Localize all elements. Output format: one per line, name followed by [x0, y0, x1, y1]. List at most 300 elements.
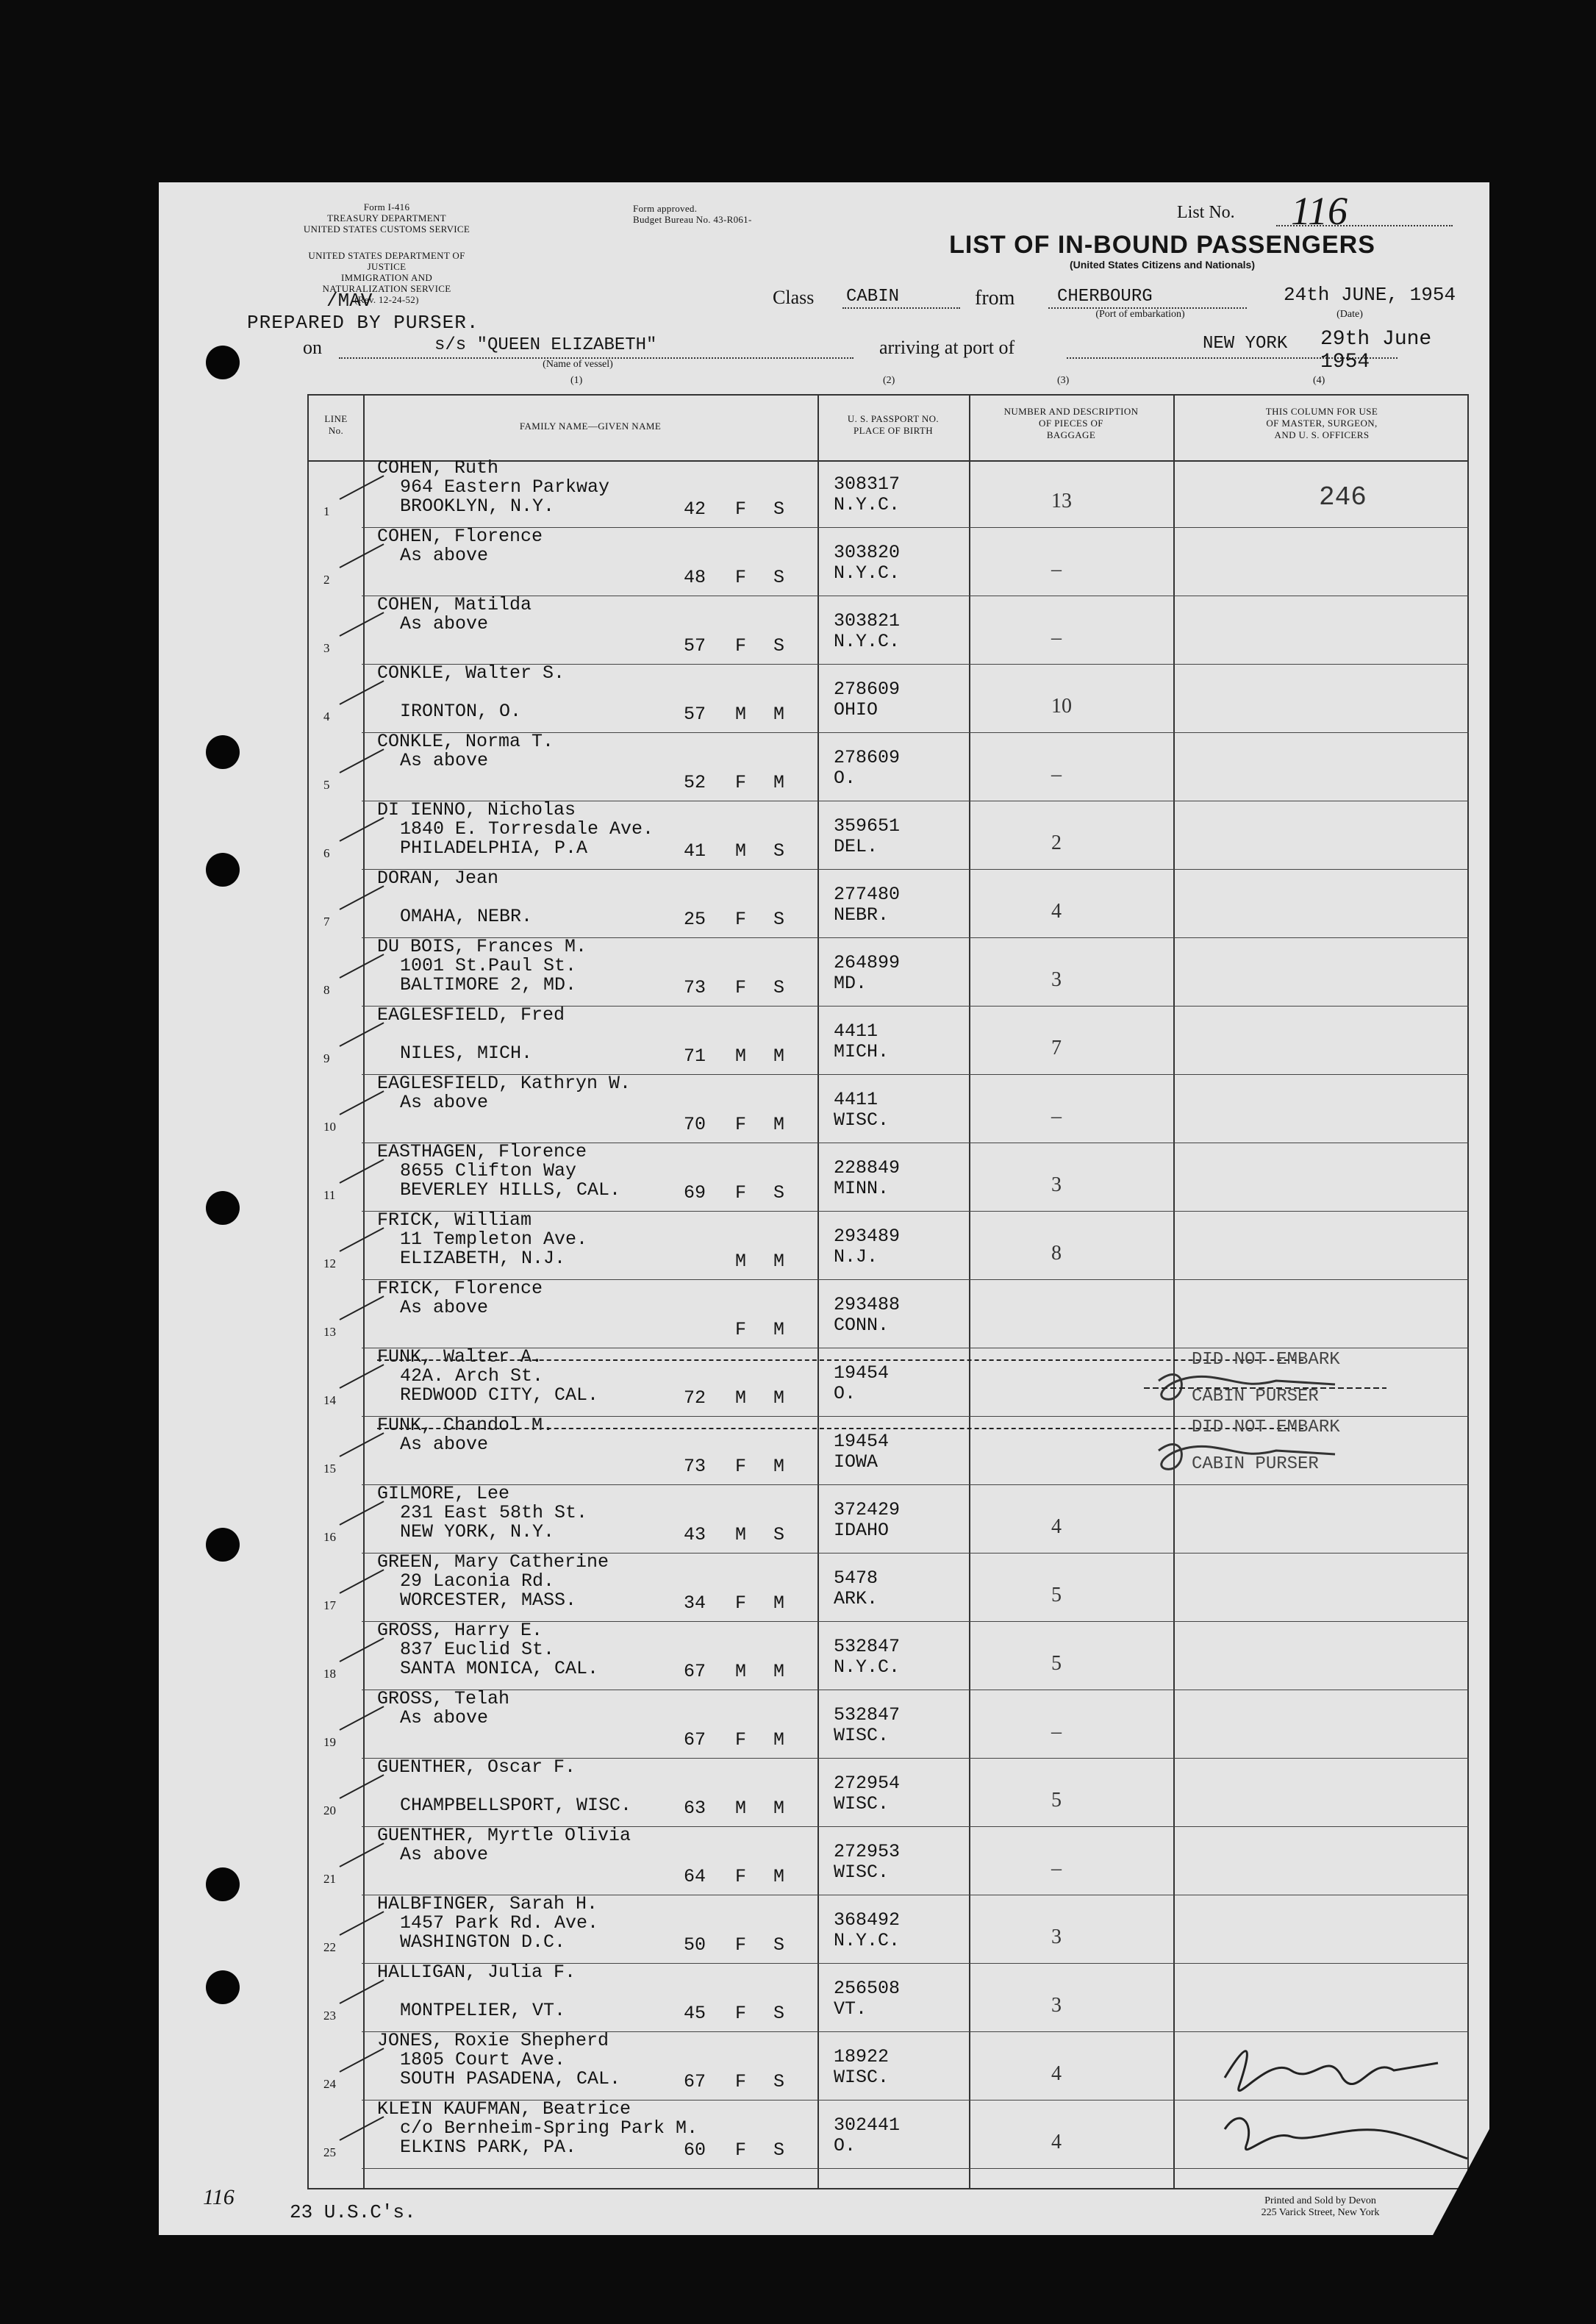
family-given-name: DI IENNO, Nicholas: [377, 799, 576, 820]
line-number: 3: [323, 641, 330, 655]
sex: M: [735, 1661, 747, 1682]
age: 73: [684, 977, 706, 998]
address-line: 29 Laconia Rd.: [400, 1570, 555, 1592]
family-given-name: EAGLESFIELD, Kathryn W.: [377, 1073, 631, 1094]
sex: F: [735, 1114, 747, 1135]
marital-status: S: [773, 498, 785, 520]
sex: F: [735, 1182, 747, 1204]
check-mark: [340, 748, 384, 773]
line-number: 21: [323, 1872, 336, 1886]
marital-status: M: [773, 1114, 785, 1135]
col-caption-1: (1): [570, 375, 583, 386]
printer-line: 225 Varick Street, New York: [1261, 2207, 1380, 2218]
table-row: [307, 662, 1469, 734]
check-mark: [340, 2048, 384, 2073]
place-of-birth: DEL.: [834, 836, 878, 857]
customs-service: UNITED STATES CUSTOMS SERVICE: [303, 224, 470, 235]
date-caption: (Date): [1336, 309, 1363, 320]
immigration-service: IMMIGRATION AND NATURALIZATION SERVICE: [322, 272, 451, 294]
passport-number: 308317: [834, 473, 901, 495]
marital-status: S: [773, 909, 785, 930]
date-year: 1954: [1409, 284, 1456, 306]
family-given-name: GUENTHER, Myrtle Olivia: [377, 1825, 631, 1846]
passport-number: 278609: [834, 679, 901, 700]
family-given-name: GILMORE, Lee: [377, 1483, 510, 1504]
address-city: ELKINS PARK, PA.: [400, 2137, 577, 2158]
address-city: REDWOOD CITY, CAL.: [400, 1384, 599, 1406]
arriving-label: arriving at port of: [879, 337, 1015, 358]
form-revision: (Rev. 12-24-52): [354, 294, 419, 305]
marital-status: M: [773, 1045, 785, 1067]
vessel-caption: (Name of vessel): [543, 359, 613, 370]
address-line: 837 Euclid St.: [400, 1639, 555, 1660]
col-header-text: LINE: [324, 413, 348, 424]
table-row: [307, 457, 1469, 529]
prepared-by: PREPARED BY PURSER.: [247, 312, 479, 334]
stamp-text: DID NOT EMBARK: [1192, 1350, 1340, 1370]
place-of-birth: WISC.: [834, 1793, 890, 1814]
age: 63: [684, 1798, 706, 1819]
marital-status: S: [773, 1182, 785, 1204]
from-value: CHERBOURG: [1057, 287, 1153, 307]
age: 50: [684, 1934, 706, 1956]
marital-status: M: [773, 1798, 785, 1819]
marital-status: M: [773, 772, 785, 793]
age: 73: [684, 1456, 706, 1477]
signature-stroke: [1225, 2118, 1467, 2159]
sex: M: [735, 1524, 747, 1545]
check-mark: [340, 885, 384, 910]
line-number: 8: [323, 983, 330, 997]
address-line: As above: [400, 1707, 489, 1728]
embark-caption: (Port of embarkation): [1095, 309, 1185, 320]
sex: M: [735, 1387, 747, 1409]
check-mark: [340, 1432, 384, 1457]
marital-status: S: [773, 2071, 785, 2092]
table-row: [307, 1893, 1469, 1964]
form-number: Form I-416: [363, 201, 410, 212]
sex: F: [735, 977, 747, 998]
address-city: BALTIMORE 2, MD.: [400, 974, 577, 995]
passport-number: 293488: [834, 1294, 901, 1315]
row-divider: [362, 869, 1469, 870]
passport-number: 532847: [834, 1704, 901, 1726]
line-number: 12: [323, 1256, 336, 1270]
family-given-name: COHEN, Florence: [377, 526, 543, 547]
passport-number: 368492: [834, 1909, 901, 1931]
table-row: [307, 1073, 1469, 1144]
address-line: 1001 St.Paul St.: [400, 955, 577, 976]
col-header-name: FAMILY NAME—GIVEN NAME: [519, 421, 662, 432]
address-city: CHAMPBELLSPORT, WISC.: [400, 1795, 632, 1816]
col-header-text: BAGGAGE: [1046, 429, 1096, 440]
line-number: 15: [323, 1462, 336, 1476]
sex: F: [735, 2071, 747, 2092]
age: 69: [684, 1182, 706, 1204]
punch-hole: [206, 1191, 240, 1225]
place-of-birth: WISC.: [834, 1109, 890, 1131]
sex: F: [735, 1456, 747, 1477]
place-of-birth: CONN.: [834, 1315, 890, 1336]
family-given-name: KLEIN KAUFMAN, Beatrice: [377, 2098, 631, 2120]
address-line: 1457 Park Rd. Ave.: [400, 1912, 599, 1934]
baggage-count: –: [1051, 626, 1062, 649]
class-underline: [842, 307, 960, 309]
passport-number: 19454: [834, 1431, 890, 1452]
form-approved: [633, 203, 817, 225]
line-number: 5: [323, 778, 330, 792]
marital-status: M: [773, 1456, 785, 1477]
baggage-count: 5: [1051, 1789, 1062, 1812]
passport-number: 303820: [834, 542, 901, 563]
age: 57: [684, 704, 706, 725]
marital-status: M: [773, 1592, 785, 1614]
col-header-text: NUMBER AND DESCRIPTION: [1003, 406, 1139, 417]
baggage-count: 4: [1051, 1515, 1062, 1538]
age: 71: [684, 1045, 706, 1067]
family-given-name: DORAN, Jean: [377, 868, 499, 889]
budget-bureau-line: Budget Bureau No. 43-R061-: [633, 214, 752, 225]
age: 70: [684, 1114, 706, 1135]
age: 60: [684, 2139, 706, 2161]
family-given-name: FRICK, Florence: [377, 1278, 543, 1299]
passport-number: 264899: [834, 952, 901, 973]
baggage-count: 3: [1051, 1173, 1062, 1196]
age: 42: [684, 498, 706, 520]
family-given-name: CONKLE, Norma T.: [377, 731, 554, 752]
table-row: [307, 594, 1469, 665]
family-given-name: HALBFINGER, Sarah H.: [377, 1893, 598, 1914]
col-caption-3: (3): [1057, 375, 1070, 386]
sex: M: [735, 704, 747, 725]
sex: M: [735, 840, 747, 862]
line-number: 7: [323, 915, 330, 929]
baggage-count: –: [1051, 763, 1062, 786]
footer-handwritten: 116: [203, 2185, 235, 2209]
family-given-name: GROSS, Harry E.: [377, 1620, 543, 1641]
check-mark: [340, 475, 384, 500]
address-line: 11 Templeton Ave.: [400, 1229, 588, 1250]
age: 34: [684, 1592, 706, 1614]
table-row: [307, 1825, 1469, 1896]
baggage-count: 3: [1051, 1994, 1062, 2017]
punch-hole: [206, 1970, 240, 2004]
table-row: [307, 1483, 1469, 1554]
arrival-date: [1320, 328, 1489, 373]
class-value: CABIN: [846, 287, 900, 307]
table-row: [307, 1756, 1469, 1828]
arrival-port: NEW YORK: [1203, 334, 1288, 354]
line-number: 25: [323, 2145, 336, 2159]
table-row: [307, 1620, 1469, 1691]
baggage-count: 13: [1051, 490, 1072, 512]
line-number: 13: [323, 1325, 336, 1339]
justice-department: UNITED STATES DEPARTMENT OF JUSTICE: [308, 250, 465, 272]
stamp-text: DID NOT EMBARK: [1192, 1417, 1340, 1437]
passport-number: 372429: [834, 1499, 901, 1520]
passport-number: 532847: [834, 1636, 901, 1657]
sex: F: [735, 2003, 747, 2024]
check-mark: [340, 1295, 384, 1320]
line-number: 1: [323, 504, 330, 518]
marital-status: M: [773, 1866, 785, 1887]
family-given-name: COHEN, Ruth: [377, 457, 499, 479]
marital-status: M: [773, 1661, 785, 1682]
passport-number: 303821: [834, 610, 901, 632]
check-mark: [340, 1090, 384, 1115]
place-of-birth: IDAHO: [834, 1520, 890, 1541]
age: 67: [684, 1661, 706, 1682]
address-city: OMAHA, NEBR.: [400, 906, 533, 927]
place-of-birth: N.J.: [834, 1246, 878, 1268]
line-number: 10: [323, 1120, 336, 1134]
family-given-name: DU BOIS, Frances M.: [377, 936, 587, 957]
marital-status: S: [773, 977, 785, 998]
address-line: As above: [400, 545, 489, 566]
sex: F: [735, 1866, 747, 1887]
place-of-birth: N.Y.C.: [834, 1656, 901, 1678]
address-line: 42A. Arch St.: [400, 1365, 544, 1387]
address-line: 1805 Court Ave.: [400, 2049, 566, 2070]
place-of-birth: O.: [834, 1383, 856, 1404]
sex: F: [735, 909, 747, 930]
table-row: [307, 1688, 1469, 1759]
family-given-name: FUNK, Chandol M.: [377, 1415, 554, 1436]
line-number: 22: [323, 1940, 336, 1954]
address-city: BEVERLEY HILLS, CAL.: [400, 1179, 621, 1201]
marital-status: M: [773, 1729, 785, 1751]
sex: F: [735, 567, 747, 588]
line-number: 20: [323, 1803, 336, 1817]
marital-status: S: [773, 1524, 785, 1545]
stamp-text: CABIN PURSER: [1192, 1387, 1319, 1406]
check-mark: [340, 1979, 384, 2004]
printer-line: Printed and Sold by Devon: [1264, 2195, 1376, 2206]
check-mark: [340, 1911, 384, 1936]
check-mark: [340, 1501, 384, 1526]
marital-status: S: [773, 840, 785, 862]
col-header-text: THIS COLUMN FOR USE: [1265, 406, 1378, 417]
arrival-day-month: 29th June: [1320, 328, 1432, 351]
justice-form-header: [298, 250, 475, 305]
class-label: Class: [773, 287, 815, 308]
place-of-birth: ARK.: [834, 1588, 878, 1609]
col-caption-2: (2): [883, 375, 895, 386]
baggage-count: –: [1051, 1857, 1062, 1880]
col-header-text: OF MASTER, SURGEON,: [1266, 418, 1378, 429]
passport-number: 5478: [834, 1567, 878, 1589]
baggage-count: –: [1051, 1105, 1062, 1128]
page-subtitle: (United States Citizens and Nationals): [1069, 259, 1256, 271]
baggage-count: –: [1051, 558, 1062, 581]
place-of-birth: WISC.: [834, 1862, 890, 1883]
line-number: 9: [323, 1051, 330, 1065]
page-title: LIST OF IN-BOUND PASSENGERS: [949, 231, 1375, 259]
sex: M: [735, 1798, 747, 1819]
list-no-label: List No.: [1177, 203, 1235, 222]
address-line: 8655 Clifton Way: [400, 1160, 577, 1181]
passport-number: 228849: [834, 1157, 901, 1179]
family-given-name: CONKLE, Walter S.: [377, 662, 565, 684]
baggage-count: 5: [1051, 1584, 1062, 1606]
passport-number: 18922: [834, 2046, 890, 2067]
col-caption-4: (4): [1313, 375, 1325, 386]
age: 67: [684, 1729, 706, 1751]
baggage-count: 4: [1051, 900, 1062, 923]
check-mark: [340, 2116, 384, 2141]
punch-hole: [206, 346, 240, 379]
baggage-count: 4: [1051, 2131, 1062, 2153]
marital-status: M: [773, 1387, 785, 1409]
family-given-name: GUENTHER, Oscar F.: [377, 1756, 576, 1778]
place-of-birth: NEBR.: [834, 904, 890, 926]
line-number: 11: [323, 1188, 336, 1202]
baggage-count: 2: [1051, 832, 1062, 854]
arrival-year: 1954: [1320, 351, 1370, 373]
place-of-birth: MICH.: [834, 1041, 890, 1062]
marital-status: M: [773, 704, 785, 725]
passport-number: 272954: [834, 1773, 901, 1794]
address-line: As above: [400, 1434, 489, 1455]
family-given-name: GROSS, Telah: [377, 1688, 510, 1709]
age: 64: [684, 1866, 706, 1887]
address-city: WASHINGTON D.C.: [400, 1931, 566, 1953]
signature-stroke: [1225, 2051, 1438, 2091]
table-row: [307, 526, 1469, 597]
check-mark: [340, 1637, 384, 1662]
baggage-count: –: [1051, 1720, 1062, 1743]
check-mark: [340, 1364, 384, 1389]
check-mark: [340, 1159, 384, 1184]
marital-status: S: [773, 1934, 785, 1956]
sex: F: [735, 2139, 747, 2161]
passport-number: 19454: [834, 1362, 890, 1384]
address-city: SOUTH PASADENA, CAL.: [400, 2068, 621, 2089]
address-city: IRONTON, O.: [400, 701, 522, 722]
table-row: [307, 731, 1469, 802]
treasury-department: TREASURY DEPARTMENT: [327, 212, 446, 224]
place-of-birth: WISC.: [834, 1725, 890, 1746]
address-line: As above: [400, 750, 489, 771]
address-line: As above: [400, 1092, 489, 1113]
place-of-birth: O.: [834, 2135, 856, 2156]
place-of-birth: OHIO: [834, 699, 878, 721]
line-number: 6: [323, 846, 330, 860]
col-header-text: No.: [328, 425, 344, 436]
check-mark: [340, 1774, 384, 1799]
line-number: 24: [323, 2077, 336, 2091]
punch-hole: [206, 1528, 240, 1562]
col-header-line-no: [309, 413, 363, 437]
stamp-text: CABIN PURSER: [1192, 1454, 1319, 1474]
check-mark: [340, 1227, 384, 1252]
age: 45: [684, 2003, 706, 2024]
purser-signatures: [1144, 1359, 1409, 1476]
family-given-name: FUNK, Walter A.: [377, 1346, 543, 1367]
sex: F: [735, 635, 747, 657]
row-divider: [362, 1484, 1469, 1485]
sex: F: [735, 772, 747, 793]
date-value: 24th JUNE, 1954: [1284, 284, 1456, 306]
sex: F: [735, 1729, 747, 1751]
place-of-birth: VT.: [834, 1998, 867, 2020]
footer-count: 23 U.S.C's.: [290, 2201, 416, 2223]
check-mark: [340, 543, 384, 568]
place-of-birth: N.Y.C.: [834, 631, 901, 652]
age: 43: [684, 1524, 706, 1545]
address-city: SANTA MONICA, CAL.: [400, 1658, 599, 1679]
age: 48: [684, 567, 706, 588]
col-header-passport: [817, 413, 969, 437]
col-header-text: PLACE OF BIRTH: [853, 425, 934, 436]
signature-stroke: [1159, 1445, 1335, 1470]
check-mark: [340, 680, 384, 705]
address-line: As above: [400, 1844, 489, 1865]
table-row: [307, 1551, 1469, 1623]
baggage-count: 8: [1051, 1242, 1062, 1265]
from-label: from: [975, 287, 1015, 310]
manifest-page: [159, 182, 1489, 2235]
date-day-month: 24th JUNE: [1284, 284, 1387, 306]
col-header-text: AND U. S. OFFICERS: [1274, 429, 1370, 440]
baggage-count: 5: [1051, 1652, 1062, 1675]
col-header-baggage: [969, 406, 1173, 441]
initials: /MAV: [326, 290, 373, 312]
sex: F: [735, 498, 747, 520]
marital-status: M: [773, 1319, 785, 1340]
place-of-birth: WISC.: [834, 2067, 890, 2088]
family-given-name: FRICK, William: [377, 1209, 532, 1231]
family-given-name: HALLIGAN, Julia F.: [377, 1962, 576, 1983]
marital-status: S: [773, 2003, 785, 2024]
address-city: WORCESTER, MASS.: [400, 1590, 577, 1611]
place-of-birth: O.: [834, 768, 856, 789]
punch-hole: [206, 1867, 240, 1901]
address-city: NILES, MICH.: [400, 1043, 533, 1064]
table-row: [307, 799, 1469, 870]
line-number: 18: [323, 1667, 336, 1681]
place-of-birth: N.Y.C.: [834, 562, 901, 584]
check-mark: [340, 1569, 384, 1594]
baggage-count: 10: [1051, 695, 1072, 718]
place-of-birth: N.Y.C.: [834, 494, 901, 515]
place-of-birth: N.Y.C.: [834, 1930, 901, 1951]
baggage-count: 7: [1051, 1037, 1062, 1059]
age: 72: [684, 1387, 706, 1409]
marital-status: S: [773, 635, 785, 657]
line-number: 2: [323, 573, 330, 587]
age: 67: [684, 2071, 706, 2092]
table-row: [307, 870, 1469, 939]
check-mark: [340, 817, 384, 842]
address-city: PHILADELPHIA, P.A: [400, 837, 588, 859]
sex: M: [735, 1045, 747, 1067]
line-number: 4: [323, 709, 330, 723]
col-header-text: U. S. PASSPORT NO.: [847, 413, 940, 424]
family-given-name: COHEN, Matilda: [377, 594, 532, 615]
family-given-name: EAGLESFIELD, Fred: [377, 1004, 565, 1026]
address-city: ELIZABETH, N.J.: [400, 1248, 566, 1269]
baggage-count: 4: [1051, 2062, 1062, 2085]
sex: F: [735, 1592, 747, 1614]
age: 57: [684, 635, 706, 657]
address-line: c/o Bernheim-Spring Park M.: [400, 2117, 698, 2139]
table-row: [307, 1209, 1469, 1281]
check-mark: [340, 1842, 384, 1867]
check-mark: [340, 1706, 384, 1731]
family-given-name: GREEN, Mary Catherine: [377, 1551, 609, 1573]
address-city: BROOKLYN, N.Y.: [400, 496, 555, 517]
